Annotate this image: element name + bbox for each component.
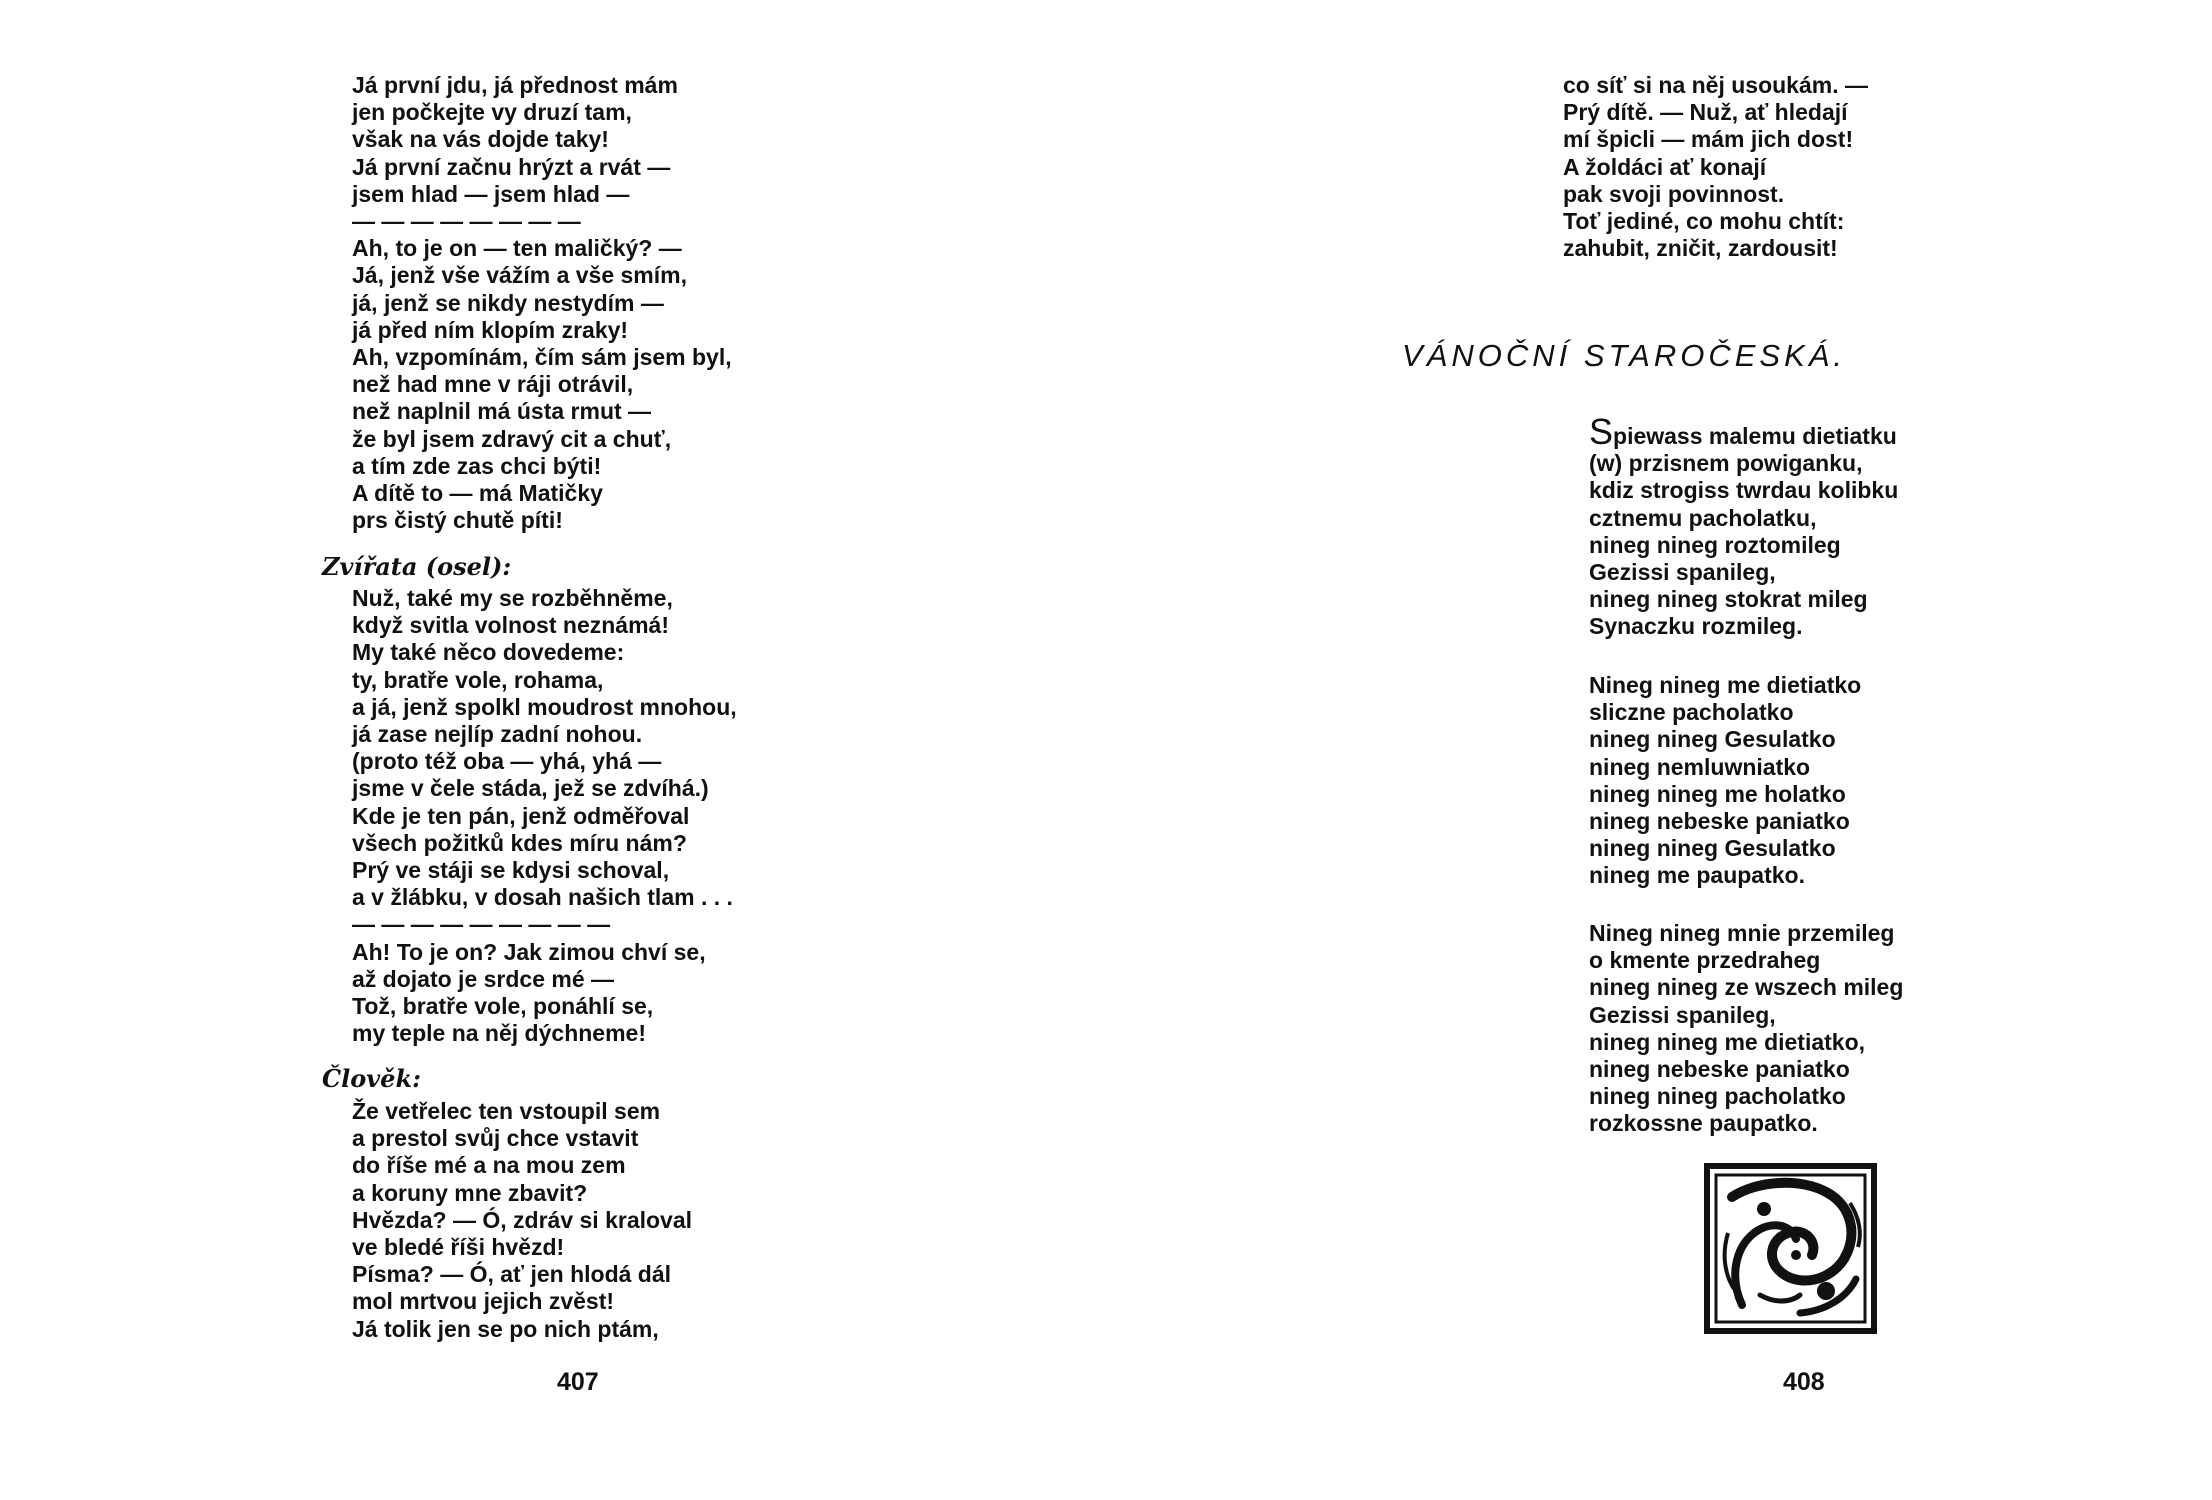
poem-line: Nuž, také my se rozběhněme,	[352, 585, 673, 611]
poem-block-opening	[352, 72, 732, 534]
poem-line: nineg nineg Gesulatko	[1589, 726, 1836, 753]
poem-line: Nineg nineg mnie przemileg	[1589, 920, 1895, 946]
poem-line: — — — — — — — —	[352, 208, 581, 235]
poem-line: a já, jenž spolkl moudrost mnohou,	[352, 693, 737, 720]
poem-line: že byl jsem zdravý cit a chuť,	[352, 425, 672, 452]
poem-line: cztnemu pacholatku,	[1589, 504, 1817, 531]
poem-line: Toť jediné, co mohu chtít:	[1563, 208, 1845, 235]
poem-line: (w) przisnem powiganku,	[1589, 450, 1863, 477]
poem-block-animals	[352, 585, 737, 1047]
poem-line: až dojato je srdce mé —	[352, 965, 615, 992]
poem-line: Prý dítě. — Nuž, ať hledají	[1563, 99, 1848, 126]
poem-line: Prý ve stáji se kdysi schoval,	[352, 857, 670, 884]
poem-line: Ah, vzpomínám, čím sám jsem byl,	[352, 344, 732, 371]
poem-line: nineg nemluwniatko	[1589, 753, 1811, 780]
speaker-man: Člověk:	[322, 1064, 421, 1093]
poem-stanza-3	[1589, 920, 1903, 1138]
poem-line: Kde je ten pán, jenž odměřoval	[352, 802, 690, 829]
poem-line: Tož, bratře vole, ponáhlí se,	[352, 993, 654, 1020]
poem-line: než naplnil má ústa rmut —	[352, 398, 652, 425]
poem-line: Synaczku rozmileg.	[1589, 613, 1803, 640]
poem-line: co síť si na něj usoukám. —	[1563, 72, 1868, 98]
poem-stanza-2	[1589, 672, 1861, 890]
poem-line: nineg nineg me holatko	[1589, 780, 1846, 807]
poem-line: Já tolik jen se po nich ptám,	[352, 1315, 659, 1342]
poem-title: VÁNOČNÍ STAROČESKÁ.	[1402, 338, 1847, 373]
poem-line: nineg nebeske paniatko	[1589, 808, 1850, 835]
poem-stanza-1	[1589, 411, 1899, 641]
poem-line: Gezissi spanileg,	[1589, 559, 1776, 586]
poem-line: my teple na něj dýchneme!	[352, 1020, 646, 1047]
poem-line: však na vás dojde taky!	[352, 126, 609, 153]
poem-line: mí špicli — mám jich dost!	[1563, 126, 1854, 153]
poem-line: Že vetřelec ten vstoupil sem	[352, 1098, 661, 1124]
poem-line: já, jenž se nikdy nestydím —	[352, 289, 664, 316]
poem-line: — — — — — — — — —	[352, 911, 611, 938]
poem-line: pak svoji povinnost.	[1563, 180, 1785, 207]
poem-line: a v žlábku, v dosah našich tlam . . .	[352, 884, 733, 911]
poem-line: a prestol svůj chce vstavit	[352, 1125, 639, 1152]
poem-line: do říše mé a na mou zem	[352, 1152, 626, 1179]
poem-line: zahubit, zničit, zardousit!	[1563, 235, 1838, 262]
poem-line: Já, jenž vše vážím a vše smím,	[352, 262, 687, 289]
poem-line: nineg me paupatko.	[1589, 862, 1805, 889]
poem-line: My také něco dovedeme:	[352, 639, 625, 666]
page-number: 408	[1783, 1368, 1825, 1396]
poem-line: Gezissi spanileg,	[1589, 1001, 1776, 1028]
poem-line: nineg nineg Gesulatko	[1589, 835, 1836, 862]
poem-line: nineg nineg pacholatko	[1589, 1083, 1846, 1110]
poem-line: kdiz strogiss twrdau kolibku	[1589, 477, 1899, 504]
poem-line: nineg nineg me dietiatko,	[1589, 1028, 1866, 1055]
poem-line: o kmente przedraheg	[1589, 947, 1821, 974]
poem-line: Spiewass malemu dietiatku	[1589, 411, 1897, 452]
poem-line: Já první jdu, já přednost mám	[352, 72, 678, 98]
poem-line: jsme v čele stáda, jež se zdvíhá.)	[352, 775, 709, 802]
poem-block-continuation	[1563, 72, 1868, 262]
poem-line: já zase nejlíp zadní nohou.	[352, 721, 643, 748]
page-number: 407	[557, 1368, 599, 1396]
poem-line: A dítě to — má Matičky	[352, 480, 603, 507]
poem-line: Ah! To je on? Jak zimou chví se,	[352, 938, 706, 965]
poem-line: všech požitků kdes míru nám?	[352, 829, 687, 856]
poem-line: a koruny mne zbavit?	[352, 1179, 588, 1206]
speaker-animals: Zvířata (osel):	[322, 552, 512, 581]
poem-line: A žoldáci ať konají	[1563, 153, 1767, 180]
poem-line: ve bledé říši hvězd!	[352, 1234, 565, 1261]
poem-line: mol mrtvou jejich zvěst!	[352, 1288, 615, 1315]
poem-line: než had mne v ráji otrávil,	[352, 371, 634, 398]
poem-line: nineg nineg ze wszech mileg	[1589, 974, 1904, 1001]
right-page	[1106, 0, 2212, 1500]
poem-line: rozkossne paupatko.	[1589, 1110, 1818, 1137]
poem-line: Ah, to je on — ten maličký? —	[352, 235, 682, 262]
poem-line: Já první začnu hrýzt a rvát —	[352, 153, 671, 180]
poem-line: Hvězda? — Ó, zdráv si kraloval	[352, 1206, 693, 1233]
poem-line: když svitla volnost neznámá!	[352, 612, 669, 639]
poem-line: (proto též oba — yhá, yhá —	[352, 748, 662, 775]
poem-line: nineg nineg stokrat mileg	[1589, 586, 1868, 613]
poem-line: sliczne pacholatko	[1589, 699, 1794, 726]
poem-line: já před ním klopím zraky!	[352, 316, 629, 343]
poem-line: nineg nebeske paniatko	[1589, 1056, 1850, 1083]
poem-line: Písma? — Ó, ať jen hlodá dál	[352, 1261, 672, 1288]
poem-line: prs čistý chutě píti!	[352, 507, 563, 534]
poem-line: jsem hlad — jsem hlad —	[352, 180, 630, 207]
poem-line: Nineg nineg me dietiatko	[1589, 672, 1862, 698]
poem-block-man	[352, 1098, 692, 1343]
poem-line: ty, bratře vole, rohama,	[352, 666, 604, 693]
floral-ornament-icon	[1704, 1163, 1877, 1334]
poem-line: jen počkejte vy druzí tam,	[352, 99, 632, 126]
poem-line: a tím zde zas chci býti!	[352, 452, 602, 479]
poem-line: nineg nineg roztomileg	[1589, 531, 1841, 558]
